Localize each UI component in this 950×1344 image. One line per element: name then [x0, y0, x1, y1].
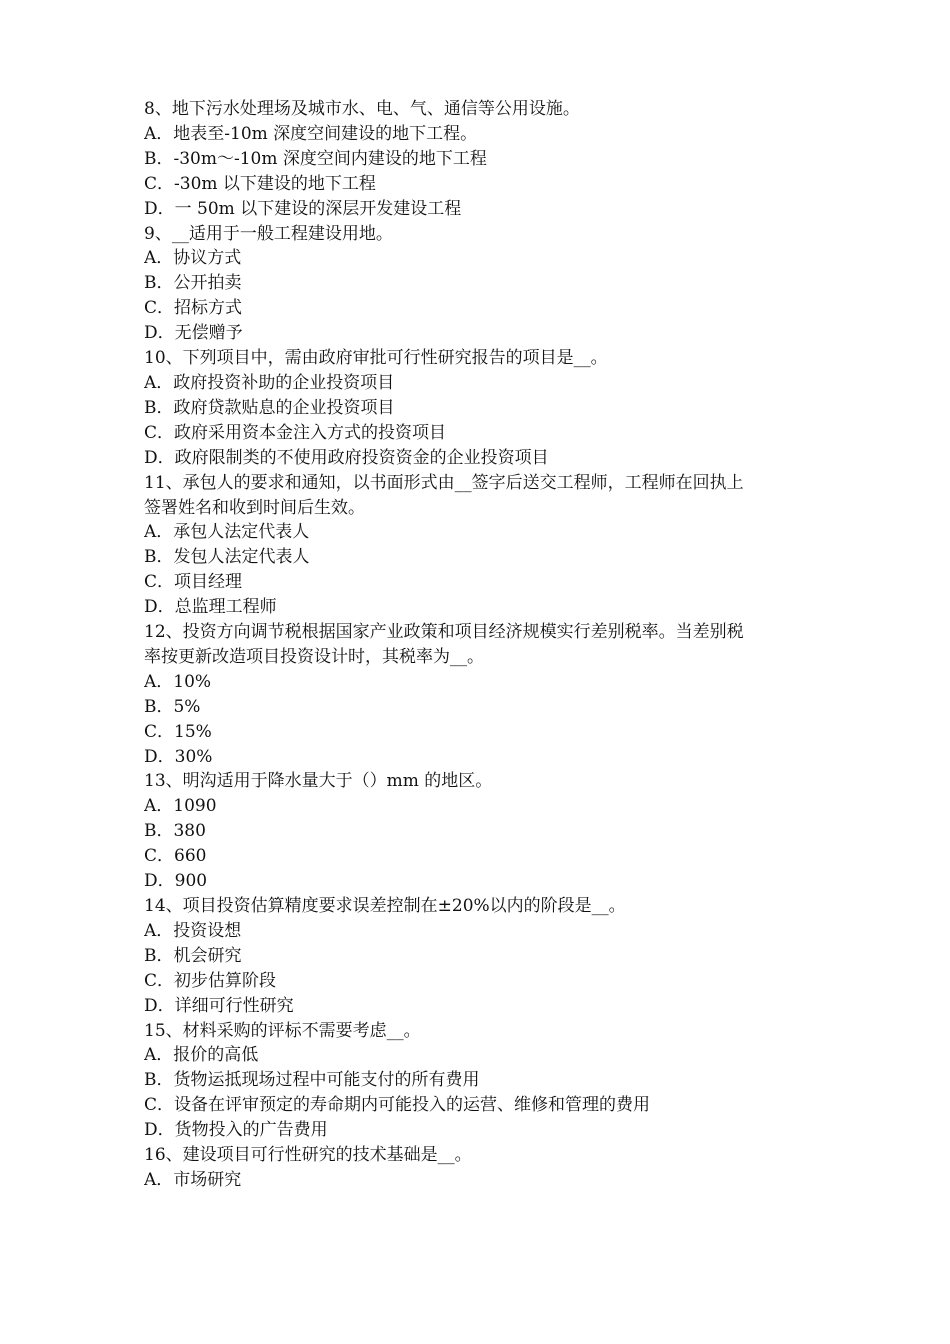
- question-11-option-b: B．发包人法定代表人: [144, 547, 310, 568]
- question-11-option-c: C．项目经理: [144, 572, 243, 593]
- question-16-stem: 16、建设项目可行性研究的技术基础是__。: [144, 1145, 472, 1166]
- question-14-option-b: B．机会研究: [144, 945, 242, 966]
- question-14-option-c: C．初步估算阶段: [144, 970, 277, 991]
- question-12-option-a: A．10%: [144, 671, 212, 692]
- question-8-stem: 8、地下污水处理场及城市水、电、气、通信等公用设施。: [144, 99, 580, 119]
- question-13-option-d: D．900: [144, 871, 208, 892]
- question-14-option-a: A．投资设想: [144, 920, 242, 941]
- question-13-stem: 13、明沟适用于降水量大于（）mm 的地区。: [144, 771, 493, 792]
- question-12-option-c: C．15%: [144, 721, 212, 742]
- question-9-option-c: C．招标方式: [144, 298, 243, 319]
- question-10-stem: 10、下列项目中，需由政府审批可行性研究报告的项目是__。: [144, 348, 608, 369]
- question-15-option-b: B．货物运抵现场过程中可能支付的所有费用: [144, 1070, 480, 1091]
- question-13-option-a: A．1090: [144, 796, 217, 817]
- question-14-option-d: D．详细可行性研究: [144, 995, 294, 1016]
- question-15-option-d: D．货物投入的广告费用: [144, 1120, 328, 1141]
- question-10-option-b: B．政府贷款贴息的企业投资项目: [144, 397, 395, 418]
- question-11-option-a: A．承包人法定代表人: [144, 522, 310, 543]
- question-14-stem: 14、项目投资估算精度要求误差控制在±20%以内的阶段是__。: [144, 896, 626, 916]
- question-15-stem: 15、材料采购的评标不需要考虑__。: [144, 1020, 421, 1041]
- question-9-option-b: B．公开拍卖: [144, 273, 242, 294]
- question-8-option-a: A．地表至-10m 深度空间建设的地下工程。: [144, 123, 478, 144]
- question-11-stem-line-2: 签署姓名和收到时间后生效。: [144, 497, 365, 518]
- question-9-stem: 9、__适用于一般工程建设用地。: [144, 223, 393, 244]
- question-10-option-c: C．政府采用资本金注入方式的投资项目: [144, 422, 447, 443]
- question-12-stem-line-1: 12、投资方向调节税根据国家产业政策和项目经济规模实行差别税率。当差别税: [144, 622, 744, 643]
- question-8-option-c: C．-30m 以下建设的地下工程: [144, 173, 376, 194]
- question-11-stem-line-1: 11、承包人的要求和通知，以书面形式由__签字后送交工程师，工程师在回执上: [144, 472, 744, 493]
- question-8-option-d: D．一 50m 以下建设的深层开发建设工程: [144, 198, 462, 219]
- question-9-option-a: A．协议方式: [144, 248, 242, 269]
- question-10-option-a: A．政府投资补助的企业投资项目: [144, 372, 395, 393]
- question-9-option-d: D．无偿赠予: [144, 323, 243, 344]
- question-15-option-a: A．报价的高低: [144, 1045, 259, 1066]
- question-13-option-b: B．380: [144, 821, 206, 842]
- question-12-option-d: D．30%: [144, 746, 213, 767]
- question-12-stem-line-2: 率按更新改造项目投资设计时，其税率为__。: [144, 646, 484, 667]
- question-8-option-b: B．-30m～-10m 深度空间内建设的地下工程: [144, 148, 487, 169]
- question-16-option-a: A．市场研究: [144, 1169, 242, 1190]
- question-13-option-c: C．660: [144, 846, 207, 867]
- question-10-option-d: D．政府限制类的不使用政府投资资金的企业投资项目: [144, 447, 549, 468]
- question-11-option-d: D．总监理工程师: [144, 597, 277, 618]
- question-15-option-c: C．设备在评审预定的寿命期内可能投入的运营、维修和管理的费用: [144, 1095, 651, 1116]
- document-body: [144, 97, 816, 1193]
- question-12-option-b: B．5%: [144, 696, 201, 717]
